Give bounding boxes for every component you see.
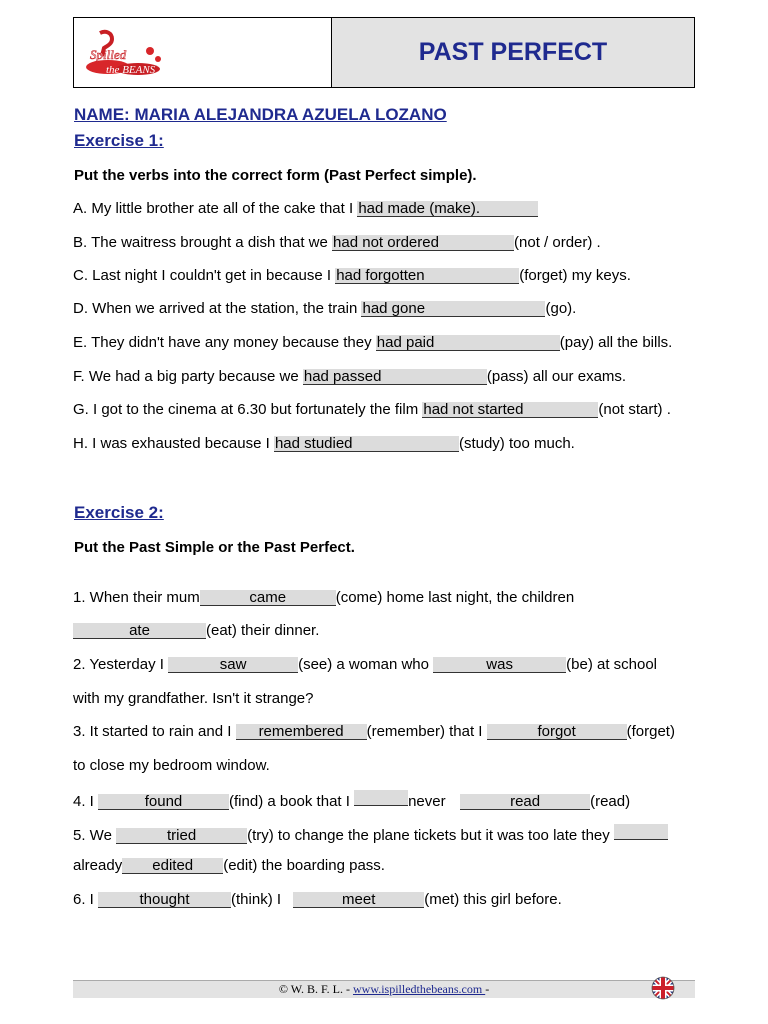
answer-field[interactable]: remembered xyxy=(236,724,367,740)
item-text: 3. It started to rain and I xyxy=(73,723,236,740)
item-text: 2. Yesterday I xyxy=(73,656,169,673)
exercise2-q3-line1 xyxy=(73,723,675,740)
item-text: G. I got to the cinema at 6.30 but fortunately the film xyxy=(73,401,423,418)
answer-field[interactable]: had gone xyxy=(361,301,545,317)
exercise2-instruction: Put the Past Simple or the Past Perfect. xyxy=(74,539,355,556)
exercise2-q1-line1 xyxy=(73,589,574,606)
item-text: (remember) that I xyxy=(366,723,487,740)
item-text: A. My little brother ate all of the cake that I xyxy=(73,200,358,217)
answer-field[interactable]: had passed xyxy=(303,369,487,385)
answer-field[interactable]: thought xyxy=(98,892,231,908)
item-text: (think) I xyxy=(231,891,286,908)
answer-field[interactable]: tried xyxy=(116,828,247,844)
exercise2-q1-line2 xyxy=(73,622,319,639)
copyright-text: © W. B. F. L. - xyxy=(278,982,353,996)
svg-text:the BEANS: the BEANS xyxy=(106,63,156,76)
item-text: (forget) my keys. xyxy=(519,267,631,284)
item-text: 4. I xyxy=(73,793,99,810)
student-name: NAME: MARIA ALEJANDRA AZUELA LOZANO xyxy=(74,105,447,124)
spilled-beans-logo xyxy=(80,29,170,77)
answer-field[interactable]: had forgotten xyxy=(335,268,519,284)
exercise1-item-c xyxy=(73,267,631,284)
website-link[interactable]: www.ispilledthebeans.com xyxy=(352,982,486,996)
answer-field[interactable]: had not started xyxy=(422,402,598,418)
page-title: PAST PERFECT xyxy=(418,38,608,66)
worksheet-header xyxy=(73,17,695,88)
item-text: (edit) the boarding pass. xyxy=(223,857,385,874)
footer-suffix: - xyxy=(485,982,490,996)
page-footer xyxy=(73,980,695,998)
answer-field[interactable]: came xyxy=(200,590,336,606)
item-text: C. Last night I couldn't get in because I xyxy=(73,267,336,284)
answer-field[interactable]: had made (make). xyxy=(357,201,538,217)
exercise2-q4 xyxy=(73,790,630,810)
answer-field[interactable]: was xyxy=(433,657,566,673)
logo-cell xyxy=(74,18,332,87)
uk-flag-icon xyxy=(651,976,675,1000)
item-text: 1. When their mum xyxy=(73,589,200,606)
exercise1-item-d xyxy=(73,300,576,317)
exercise2-q6 xyxy=(73,891,562,908)
item-text: H. I was exhausted because I xyxy=(73,435,274,452)
item-text: 6. I xyxy=(73,891,99,908)
footer-text xyxy=(73,982,695,997)
exercise1-title: Exercise 1: xyxy=(74,131,164,150)
item-text: already xyxy=(73,857,123,874)
answer-field[interactable]: edited xyxy=(122,858,223,874)
exercise2-q2-line2: with my grandfather. Isn't it strange? xyxy=(73,690,314,707)
item-text: (read) xyxy=(590,793,631,810)
item-text: (see) a woman who xyxy=(298,656,434,673)
item-text: (met) this girl before. xyxy=(424,891,562,908)
exercise1-item-b xyxy=(73,234,601,251)
answer-field[interactable]: had studied xyxy=(274,436,459,452)
answer-field[interactable]: had paid xyxy=(376,335,560,351)
svg-text:Spilled: Spilled xyxy=(90,46,127,62)
item-text: never xyxy=(408,793,446,810)
item-text: (forget) xyxy=(626,723,675,740)
item-text: (find) a book that I xyxy=(229,793,355,810)
title-cell xyxy=(332,18,694,87)
exercise1-item-g xyxy=(73,401,671,418)
exercise2-q5-line2 xyxy=(73,857,385,874)
answer-field[interactable]: forgot xyxy=(487,724,627,740)
item-text: (not / order) . xyxy=(514,234,601,251)
answer-field[interactable] xyxy=(614,824,668,840)
answer-field[interactable]: saw xyxy=(168,657,298,673)
exercise1-instruction: Put the verbs into the correct form (Past Perfect simple). xyxy=(74,167,477,184)
exercise1-item-h xyxy=(73,435,575,452)
item-text: E. They didn't have any money because they xyxy=(73,334,376,351)
item-text: B. The waitress brought a dish that we xyxy=(73,234,333,251)
item-text: (try) to change the plane tickets but it was too late they xyxy=(247,827,614,844)
item-text: F. We had a big party because we xyxy=(73,368,303,385)
exercise2-q5-line1 xyxy=(73,824,668,844)
item-text: (pay) all the bills. xyxy=(559,334,673,351)
item-text: (not start) . xyxy=(598,401,671,418)
exercise2-title: Exercise 2: xyxy=(74,503,164,522)
item-text: (study) too much. xyxy=(458,435,575,452)
item-text: D. When we arrived at the station, the train xyxy=(73,300,362,317)
answer-field[interactable]: ate xyxy=(73,623,206,639)
answer-field[interactable] xyxy=(354,790,408,806)
exercise2-q2-line1 xyxy=(73,656,657,673)
answer-field[interactable]: read xyxy=(460,794,590,810)
item-text: (eat) their dinner. xyxy=(206,622,320,639)
item-text: (go). xyxy=(545,300,577,317)
answer-field[interactable]: meet xyxy=(293,892,424,908)
exercise1-item-e xyxy=(73,334,672,351)
item-text: (pass) all our exams. xyxy=(486,368,627,385)
exercise2-q3-line2: to close my bedroom window. xyxy=(73,757,270,774)
item-text: (be) at school xyxy=(566,656,658,673)
exercise1-item-f xyxy=(73,368,626,385)
item-text: 5. We xyxy=(73,827,117,844)
answer-field[interactable]: had not ordered xyxy=(332,235,514,251)
exercise1-item-a xyxy=(73,200,538,217)
answer-field[interactable]: found xyxy=(98,794,229,810)
item-text: (come) home last night, the children xyxy=(335,589,575,606)
